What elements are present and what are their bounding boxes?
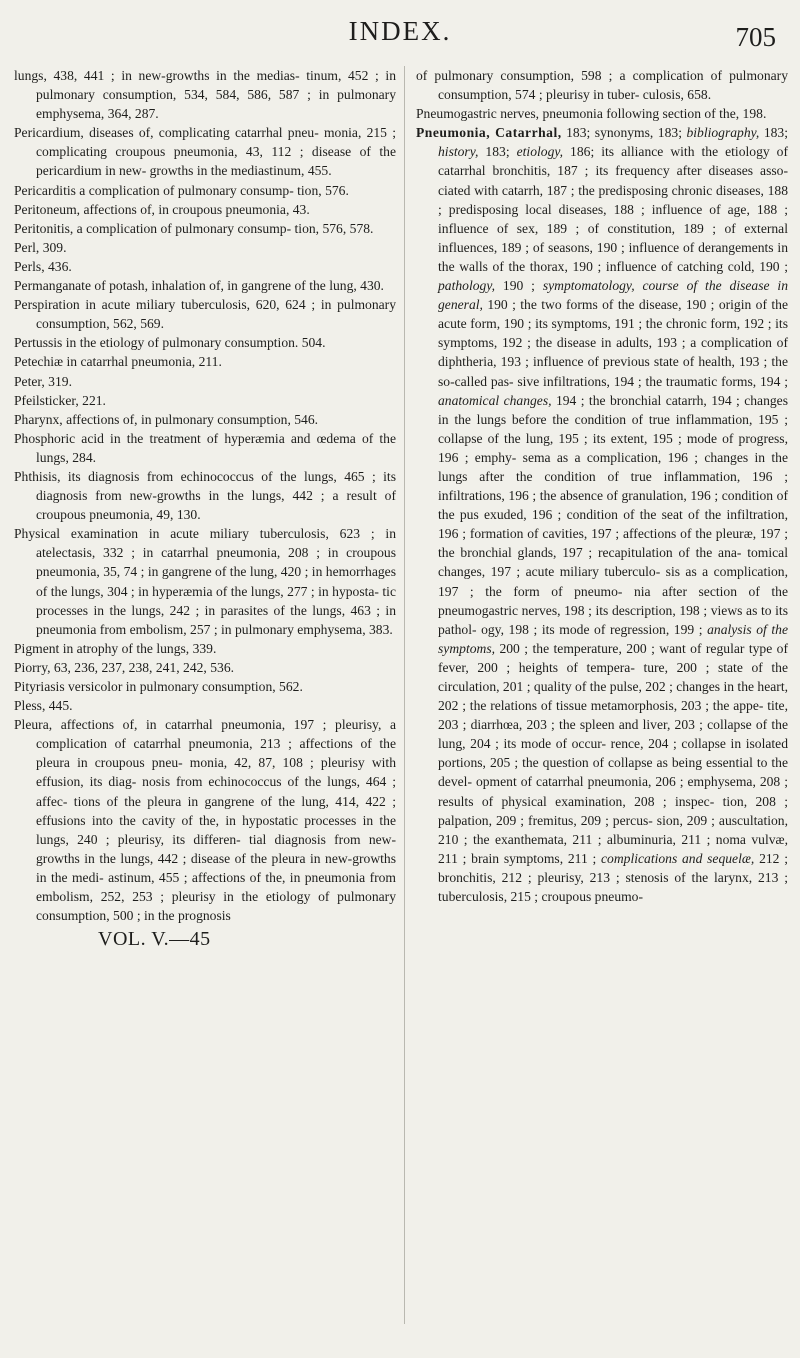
index-entry: Peter, 319. bbox=[14, 373, 72, 389]
index-entry: Permanganate of potash, inhalation of, in gangrene of the lung, 430. bbox=[14, 278, 384, 294]
entry-text: 183; bbox=[759, 125, 788, 141]
page-header bbox=[0, 16, 800, 58]
entry-text: 190 ; the two forms of the disease, 190 ; origin of the acute form, 190 ; its symptoms, 191 ; the chronic form, 192 ; its symptoms, 192 ; the disease in adults, 193 ; a complication of diphtheria, 193 ; influence of previous state of health, 193 ; the so-called pas- sive infiltrations, 194 ; the traumatic forms, 194 ; bbox=[438, 297, 788, 389]
left-column bbox=[14, 66, 396, 951]
index-entry: Physical examination in acute miliary tuberculosis, 623 ; in atelectasis, 332 ; in catarrhal pneumonia, 208 ; in croupous pneumonia, 35, 74 ; in gangrene of the lung, 420 ; in hemorrhages of the lungs, 304 ; in hyperæmia of the lungs, 277 ; in hyposta- tic processes in the lungs, 242 ; in parasites of the lungs, 463 ; in pneumonia from embolism, 257 ; in pulmonary emphysema, 383. bbox=[14, 526, 396, 637]
left-entries bbox=[14, 66, 396, 925]
index-entry: Pertussis in the etiology of pulmonary consumption. 504. bbox=[14, 335, 326, 351]
volume-signature: VOL. V.—45 bbox=[98, 928, 211, 951]
index-entry: Pharynx, affections of, in pulmonary consumption, 546. bbox=[14, 411, 319, 427]
entry-text: 212 ; bronchitis, 212 ; pleurisy, 213 ; stenosis of the larynx, 213 ; tuberculosis, 215 ; croupous pneumo- bbox=[438, 850, 788, 905]
entry-subheading: anatomical changes, bbox=[438, 392, 552, 408]
index-entry: Pigment in atrophy of the lungs, 339. bbox=[14, 640, 217, 656]
index-entry: Phthisis, its diagnosis from echinococcus of the lungs, 465 ; its diagnosis from new-growths in the lungs, 442 ; a result of croupous pneumonia, 49, 130. bbox=[14, 468, 396, 523]
index-entry-pneumogastric: Pneumogastric nerves, pneumonia following section of the, 198. bbox=[416, 106, 767, 122]
entry-subheading: symptomatology, course of the disease in general, bbox=[438, 278, 788, 313]
entry-subheading: history, bbox=[438, 144, 479, 160]
entry-subheading: analysis of the symptoms, bbox=[438, 621, 788, 656]
index-entry: Peritoneum, affections of, in croupous pneumonia, 43. bbox=[14, 201, 310, 217]
right-column bbox=[416, 66, 788, 906]
entry-text: 194 ; the bronchial catarrh, 194 ; changes in the lungs before the condition of true inflammation, 195 ; collapse of the lung, 195 ; its extent, 195 ; mode of progress, 196 ; emphy- sema as a complication, 196 ; changes in the lungs after the condition of true inflammation, 196 ; infiltrations, 196 ; the absence of granulation, 196 ; condition of the pus exuded, 196 ; condition of the seat of the infiltration, 196 ; formation of cavities, 197 ; affections of the pleuræ, 197 ; the bronchial glands, 197 ; recapitulation of the ana- tomical changes, 197 ; acute miliary tuberculo- sis as a complication, 197 ; the form of pneumo- nia after section of the pneumogastric nerves, 198 ; its description, 198 ; views as to its pathol- ogy, 198 ; its mode of regression, 199 ; bbox=[438, 392, 789, 637]
index-entry: Perls, 436. bbox=[14, 258, 72, 274]
index-entry: lungs, 438, 441 ; in new-growths in the medias- tinum, 452 ; in pulmonary consumption, 534, 584, 586, 587 ; in pulmonary emphysema, 364, 287. bbox=[14, 68, 396, 122]
entry-text: 186; its alliance with the etiology of catarrhal bronchitis, 187 ; its frequency after diseases asso- ciated with catarrh, 187 ; the predisposing chronic diseases, 188 ; predisposing local diseases, 188 ; influence of age, 188 ; influence of sex, 189 ; of constitution, 189 ; of external influences, 189 ; of seasons, 190 ; influence of derangements in the walls of the thorax, 190 ; influence of catching cold, 190 ; bbox=[438, 144, 788, 274]
entry-subheading: bibliography, bbox=[686, 125, 760, 141]
index-entry-pneumonia-catarrhal bbox=[416, 123, 788, 906]
index-entry: Pleura, affections of, in catarrhal pneumonia, 197 ; pleurisy, a complication of catarrhal pneumonia, 213 ; affections of the pleura in croupous pneu- monia, 42, 87, 108 ; pleurisy with effusion, its diag- nosis from echinococcus of the lungs, 464 ; affec- tions of the pleura in gangrene of the lung, 414, 422 ; effusions into the cavity of the, in hypostatic processes in the lungs, 240 ; pleurisy, its differen- tial diagnosis from new-growths in the lungs, 442 ; disease of the pleura in new-growths in the medi- astinum, 455 ; affections of the, in pneumonia from embolism, 252, 253 ; pleurisy in the etiology of pulmonary consumption, 500 ; in the prognosis bbox=[14, 717, 396, 924]
entry-subheading: etiology, bbox=[516, 144, 564, 160]
index-entry: Pless, 445. bbox=[14, 698, 73, 714]
index-entry: Pfeilsticker, 221. bbox=[14, 392, 106, 408]
index-entry-continuation: of pulmonary consumption, 598 ; a complication of pulmonary consumption, 574 ; pleurisy in tuber- culosis, 658. bbox=[416, 68, 788, 103]
column-divider bbox=[404, 66, 405, 1324]
index-entry: Pericarditis a complication of pulmonary consump- tion, 576. bbox=[14, 182, 349, 198]
index-entry: Phosphoric acid in the treatment of hyperæmia and œdema of the lungs, 284. bbox=[14, 430, 396, 465]
index-entry: Petechiæ in catarrhal pneumonia, 211. bbox=[14, 354, 222, 370]
page-number: 705 bbox=[735, 22, 776, 52]
index-entry: Piorry, 63, 236, 237, 238, 241, 242, 536. bbox=[14, 659, 235, 675]
index-entry: Pityriasis versicolor in pulmonary consumption, 562. bbox=[14, 679, 303, 694]
index-entry: Peritonitis, a complication of pulmonary consump- tion, 576, 578. bbox=[14, 220, 374, 236]
entry-text: 183; synonyms, 183; bbox=[561, 125, 687, 141]
index-entry: Perspiration in acute miliary tuberculosis, 620, 624 ; in pulmonary consumption, 562, 569. bbox=[14, 297, 396, 332]
entry-subheading: complications and sequelæ, bbox=[601, 850, 755, 866]
index-entry: Perl, 309. bbox=[14, 239, 67, 255]
index-entry: Pericardium, diseases of, complicating catarrhal pneu- monia, 215 ; complicating croupous pneumonia, 43, 112 ; disease of the pericardium in new- growths in the mediastinum, 455. bbox=[14, 125, 396, 179]
entry-heading: Pneumonia, Catarrhal, bbox=[416, 125, 562, 141]
entry-subheading: pathology, bbox=[438, 278, 496, 294]
entry-text: 190 ; bbox=[495, 278, 543, 294]
entry-text: 183; bbox=[478, 144, 517, 160]
running-title: INDEX. bbox=[348, 16, 452, 46]
entry-text: 200 ; the temperature, 200 ; want of regular type of fever, 200 ; heights of tempera- ture, 200 ; state of the circulation, 201 ; quality of the pulse, 202 ; changes in the heart, 202 ; the relations of tissue metamorphosis, 203 ; the appe- tite, 203 ; diarrhœa, 203 ; the spleen and liver, 203 ; collapse of the lung, 204 ; its mode of occur- rence, 204 ; collapse in isolated portions, 205 ; the question of collapse as being essential to the devel- opment of catarrhal pneumonia, 206 ; emphysema, 208 ; results of physical examination, 208 ; inspec- tion, 208 ; palpation, 209 ; fremitus, 209 ; percus- sion, 209 ; auscultation, 210 ; the exanthemata, 211 ; albuminuria, 211 ; noma vulvæ, 211 ; brain symptoms, 211 ; bbox=[438, 640, 788, 866]
